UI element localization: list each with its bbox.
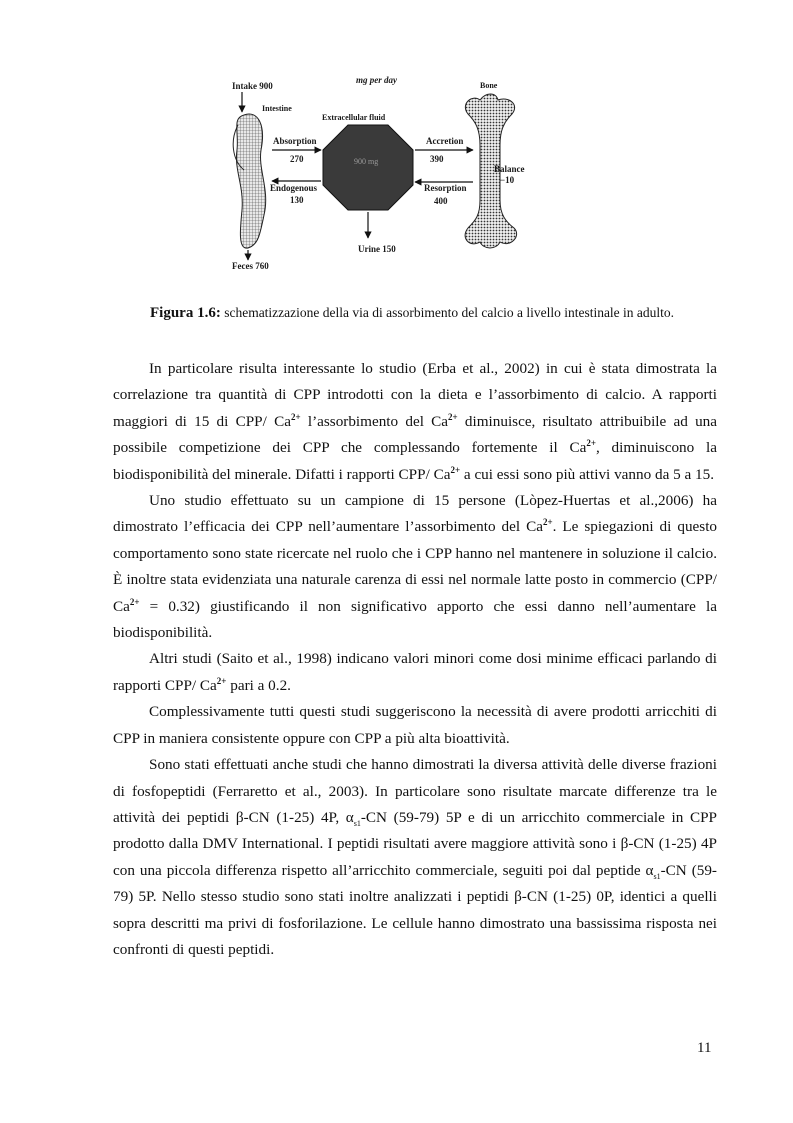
paragraph-3 xyxy=(113,646,717,699)
absorption-value: 270 xyxy=(290,154,304,164)
p5-text: -CN (59-79) 5P. Nello stesso studio sono stati inoltre analizzati i peptidi β-CN (1-25) 0P, identici a quelli sopra descritti ma privi di fosforilazione. Le cellule hanno dimostrato una bassissima risposta nei confronti di questi peptidi. xyxy=(113,861,717,958)
superscript: 2+ xyxy=(542,517,553,528)
p5-text: Sono stati effettuati anche studi che hanno dimostrati la diversa attività delle diverse frazioni di fosfopeptidi (Ferraretto et al., 2003). In particolare sono risultate marcate differenze tra le attività dei peptidi β-CN (1-25) 4P, α xyxy=(113,756,717,826)
figure-header: mg per day xyxy=(356,75,397,85)
p2-text: . Le spiegazioni di questo comportamento sono state ricercate nel ruolo che i CPP hanno nel mantenere in soluzione il calcio. È inoltre stata evidenziata una naturale carenza di essi nel normale latte posto in commercio (CPP/ Ca xyxy=(113,518,718,615)
intake-label: Intake 900 xyxy=(232,81,273,91)
superscript: 2+ xyxy=(450,464,461,475)
caption-label: Figura 1.6: xyxy=(150,305,221,321)
resorption-value: 400 xyxy=(434,196,448,206)
endogenous-value: 130 xyxy=(290,195,304,205)
p2-text: Uno studio effettuato su un campione di 15 persone (Lòpez-Huertas et al.,2006) ha dimostrato l’efficacia dei CPP nell’aumentare l’assorbimento del Ca xyxy=(113,492,717,536)
extracellular-fluid-octagon xyxy=(323,125,413,210)
p1-text: a cui essi sono più attivi vanno da 5 a 15. xyxy=(460,465,715,483)
p3-text: pari a 0.2. xyxy=(226,676,291,694)
accretion-value: 390 xyxy=(430,154,444,164)
superscript: 2+ xyxy=(129,596,140,607)
resorption-label: Resorption xyxy=(424,183,467,193)
balance-value: −10 xyxy=(500,175,515,185)
page-number: 11 xyxy=(697,1040,712,1056)
p3-text: Altri studi (Saito et al., 1998) indicano valori minori come dosi minime efficaci parlando di rapporti CPP/ Ca xyxy=(113,650,717,694)
paragraph-4 xyxy=(113,699,717,752)
endogenous-label: Endogenous xyxy=(270,183,318,193)
p5-text: -CN (59-79) 5P e di un arricchito commerciale in CPP prodotto dalla DMV International. I peptidi risultati avere maggiore attività sono i β-CN (1-25) 4P con una piccola differenza rispetto all’arricchito commerciale, seguiti poi dal peptide α xyxy=(113,808,717,879)
paragraph-1 xyxy=(113,356,717,488)
p1-text: diminuisce, risultato attribuibile ad una possibile competizione dei CPP che complessando fortemente il Ca xyxy=(113,412,717,457)
balance-label: Balance xyxy=(494,164,525,174)
p1-text: l’assorbimento del Ca xyxy=(300,412,449,430)
superscript: 2+ xyxy=(586,438,596,449)
subscript: s1 xyxy=(353,818,361,828)
urine-label: Urine 150 xyxy=(358,244,396,254)
ecf-label: Extracellular fluid xyxy=(322,113,386,122)
ecf-value: 900 mg xyxy=(354,157,379,166)
p2-text: = 0.32) giustificando il non significativo apporto che essi danno nell’aumentare la biodisponibilità. xyxy=(113,597,717,642)
absorption-label: Absorption xyxy=(273,136,317,146)
p4-text: Complessivamente tutti questi studi suggeriscono la necessità di avere prodotti arricchiti di CPP in maniera consistente oppure con CPP a più alta bioattività. xyxy=(113,703,717,747)
intestine-shape xyxy=(236,114,265,248)
p1-text: , diminuiscono la biodisponibilità del minerale. Difatti i rapporti CPP/ Ca xyxy=(113,439,717,483)
intestine-label: Intestine xyxy=(262,104,292,113)
p1-text: In particolare risulta interessante lo studio (Erba et al., 2002) in cui è stata dimostrata la correlazione tra quantità di CPP introdotti con la dieta e l’assorbimento di calcio. A rapporti maggiori di 15 di CPP/ Ca xyxy=(113,360,717,430)
paragraph-5 xyxy=(113,752,717,963)
bone-label: Bone xyxy=(480,81,498,90)
subscript: s1 xyxy=(653,871,661,881)
feces-label: Feces 760 xyxy=(232,261,269,270)
body-text xyxy=(113,356,717,963)
calcium-metabolism-figure xyxy=(228,70,528,270)
figure-caption xyxy=(150,305,750,322)
paragraph-2 xyxy=(113,488,717,646)
caption-text: schematizzazione della via di assorbimento del calcio a livello intestinale in adulto. xyxy=(220,305,675,320)
superscript: 2+ xyxy=(216,675,227,686)
superscript: 2+ xyxy=(290,411,301,422)
calcium-diagram xyxy=(228,70,528,270)
superscript: 2+ xyxy=(448,411,458,422)
accretion-label: Accretion xyxy=(426,136,464,146)
